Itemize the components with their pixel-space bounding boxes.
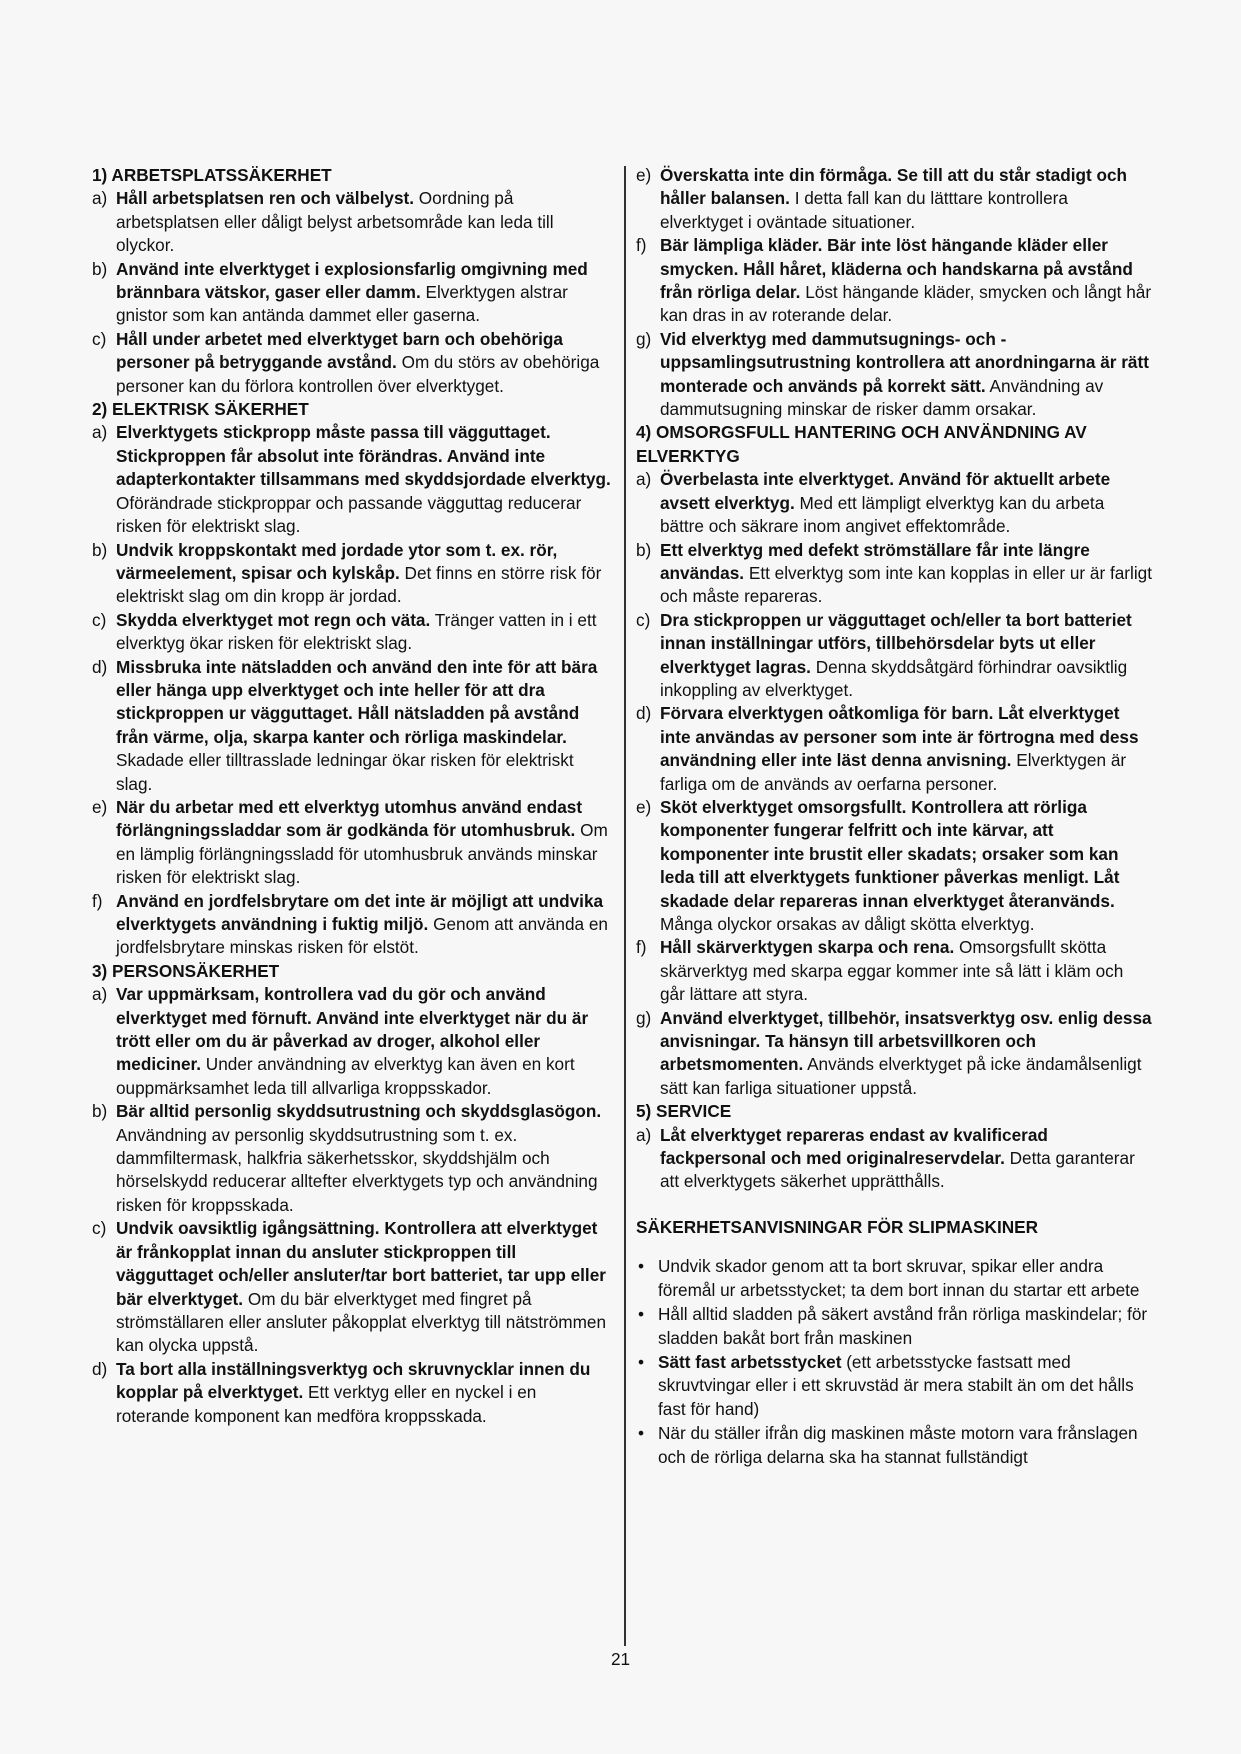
list-item: c) Håll under arbetet med elverktyget barn och obehöriga personer på betryggande avstånd. Om du störs av obehöriga personer kan du förlora kontrollen över elverktyget.	[92, 328, 600, 396]
list-item: a) Elverktygets stickpropp måste passa till vägguttaget. Stickproppen får absolut inte förändras. Använd inte adapterkontakter tillsammans med skyddsjordade elverktyg. Oförändrade stickproppar och passande vägguttag reducerar risken för elektriskt slag.	[92, 422, 611, 537]
list-item: e) När du arbetar med ett elverktyg utomhus använd endast förlängningssladdar som är godkända för utomhusbruk. Om en lämplig förlängningssladd för utomhusbruk används minskar risken för elektriskt slag.	[92, 796, 608, 888]
item-label: d)	[92, 1358, 108, 1379]
list-item: c) Skydda elverktyget mot regn och väta. Tränger vatten in i ett elverktyg ökar risken för elektriskt slag.	[92, 609, 597, 654]
item-label: a)	[92, 188, 108, 209]
section-heading-electrical-safety: 2) ELEKTRISK SÄKERHET	[92, 399, 309, 420]
item-label: g)	[636, 328, 652, 349]
bullet-dot-icon: •	[638, 1256, 645, 1277]
item-label: f)	[636, 235, 647, 256]
bullet-dot-icon: •	[638, 1423, 645, 1444]
item-label: a)	[636, 1124, 652, 1145]
list-item: a) Låt elverktyget repareras endast av kvalificerad fackpersonal och med originalreservdelar. Detta garanterar att elverktygets säkerhet upprätthålls.	[636, 1124, 1135, 1192]
column-divider	[624, 166, 626, 1646]
list-item: f) Håll skärverktygen skarpa och rena. Omsorgsfullt skötta skärverktyg med skarpa eggar kommer inte så lätt i kläm och går lättare att styra.	[636, 937, 1124, 1005]
left-column	[92, 164, 612, 1428]
list-item: d) Missbruka inte nätsladden och använd den inte för att bära eller hänga upp elverktyget och inte heller för att dra stickproppen ur vägguttaget. Håll nätsladden på avstånd från värme, olja, skarpa kanter och rörliga maskindelar. Skadade eller tilltrasslade ledningar ökar risken för elektriskt slag.	[92, 656, 598, 794]
section-heading-personal-safety: 3) PERSONSÄKERHET	[92, 960, 280, 981]
list-item: e) Sköt elverktyget omsorgsfullt. Kontrollera att rörliga komponenter fungerar felfritt och inte kärvar, att komponenter inte brustit eller skadats; orsaker som kan leda till att elverktygets funktioner påverkas menligt. Låt skadade delar repareras innan elverktyget återanvänds. Många olyckor orsakas av dåligt skötta elverktyg.	[636, 796, 1120, 934]
item-label: f)	[92, 890, 103, 911]
item-label: d)	[636, 703, 652, 724]
bullet-item: • När du ställer ifrån dig maskinen måste motorn vara frånslagen och de rörliga delarna ska ha stannat fullständigt	[638, 1423, 1138, 1467]
section-heading-service: 5) SERVICE	[636, 1101, 732, 1122]
item-label: e)	[636, 796, 652, 817]
list-item: g) Vid elverktyg med dammutsugnings- och -uppsamlingsutrustning kontrollera att anordningarna är rätt monterade och används på korrekt sätt. Användning av dammutsugning minskar de risker damm orsakar.	[636, 328, 1149, 420]
item-label: b)	[92, 1101, 108, 1122]
list-item: c) Undvik oavsiktlig igångsättning. Kontrollera att elverktyget är frånkopplat innan du ansluter stickproppen till vägguttaget och/eller ansluter/tar bort batteriet, tar upp eller bär elverktyget. Om du bär elverktyget med fingret på strömställaren eller ansluter påkopplat elverktyg till nätströmmen kan olycka uppstå.	[92, 1218, 607, 1356]
list-item: b) Ett elverktyg med defekt strömställare får inte längre användas. Ett elverktyg som inte kan kopplas in eller ur är farligt och måste repareras.	[636, 539, 1152, 607]
list-item: a) Överbelasta inte elverktyget. Använd för aktuellt arbete avsett elverktyg. Med ett lämpligt elverktyg kan du arbeta bättre och säkrare inom angivet effektområde.	[636, 469, 1111, 537]
item-label: b)	[92, 258, 108, 279]
spacer	[636, 1194, 1152, 1216]
item-label: b)	[636, 539, 652, 560]
list-item: b) Använd inte elverktyget i explosionsfarlig omgivning med brännbara vätskor, gaser eller damm. Elverktygen alstrar gnistor som kan antända dammet eller gaserna.	[92, 258, 588, 326]
bullet-dot-icon: •	[638, 1351, 645, 1372]
item-label: c)	[92, 328, 107, 349]
list-item: d) Ta bort alla inställningsverktyg och skruvnycklar innen du kopplar på elverktyget. Ett verktyg eller en nyckel i en roterande komponent kan medföra kroppsskada.	[92, 1358, 591, 1426]
item-label: b)	[92, 539, 108, 560]
item-label: f)	[636, 937, 647, 958]
list-item: f) Använd en jordfelsbrytare om det inte är möjligt att undvika elverktygets användning i fuktig miljö. Genom att använda en jordfelsbrytare minskas risken för elstöt.	[92, 890, 608, 958]
bullet-dot-icon: •	[638, 1304, 645, 1325]
section-heading-tool-use-and-care: 4) OMSORGSFULL HANTERING OCH ANVÄNDNING AV ELVERKTYG	[636, 422, 1087, 466]
list-item: a) Var uppmärksam, kontrollera vad du gör och använd elverktyget med förnuft. Använd inte elverktyget när du är trött eller om du är påverkad av droger, alkohol eller mediciner. Under användning av elverktyg kan även en kort ouppmärksamhet leda till allvarliga kroppsskador.	[92, 984, 589, 1098]
bullet-item: • Undvik skador genom att ta bort skruvar, spikar eller andra föremål ur arbetsstycket; ta dem bort innan du startar ett arbete	[638, 1256, 1140, 1300]
section-heading-workplace-safety: 1) ARBETSPLATSSÄKERHET	[92, 165, 332, 185]
item-label: c)	[92, 609, 107, 630]
item-label: a)	[92, 422, 108, 443]
list-item: d) Förvara elverktygen oåtkomliga för barn. Låt elverktyget inte användas av personer som inte är förtrogna med dess användning eller inte läst denna anvisning. Elverktygen är farliga om de används av oerfarna personer.	[636, 703, 1139, 794]
list-item: e) Överskatta inte din förmåga. Se till att du står stadigt och håller balansen. I detta fall kan du lätttare kontrollera elverktyget i oväntade situationer.	[636, 165, 1128, 232]
list-item: c) Dra stickproppen ur vägguttaget och/eller ta bort batteriet innan inställningar utförs, tillbehörsdelar byts ut eller elverktyget lagras. Denna skyddsåtgärd förhindrar oavsiktlig inkoppling av elverktyget.	[636, 609, 1132, 700]
item-label: c)	[636, 609, 651, 630]
item-label: a)	[92, 984, 108, 1005]
section-heading-grinder-safety: SÄKERHETSANVISNINGAR FÖR SLIPMASKINER	[636, 1216, 1039, 1237]
spacer	[636, 1239, 1152, 1255]
item-label: e)	[636, 165, 652, 185]
list-item: f) Bär lämpliga kläder. Bär inte löst hängande kläder eller smycken. Håll håret, kläderna och handskarna på avstånd från rörliga delar. Löst hängande kläder, smycken och långt hår kan dras in av roterande delar.	[636, 235, 1152, 326]
item-label: c)	[92, 1218, 107, 1239]
item-label: e)	[92, 796, 108, 817]
item-label: d)	[92, 656, 108, 677]
page-number: 21	[610, 1649, 631, 1669]
list-item: g) Använd elverktyget, tillbehör, insatsverktyg osv. enlig dessa anvisningar. Ta hänsyn till arbetsvillkoren och arbetsmomenten. Används elverktyget på icke ändamålsenligt sätt kan farliga situationer uppstå.	[636, 1007, 1152, 1098]
right-column	[636, 164, 1152, 1470]
list-item: a) Håll arbetsplatsen ren och välbelyst. Oordning på arbetsplatsen eller dåligt belyst arbetsområde kan leda till olyckor.	[92, 188, 554, 256]
item-label: a)	[636, 469, 652, 490]
item-label: g)	[636, 1007, 652, 1028]
bullet-item: • Sätt fast arbetsstycket (ett arbetsstycke fastsatt med skruvtvingar eller i ett skruvstäd är mera stabilt än om det hålls fast för hand)	[638, 1351, 1134, 1419]
list-item: b) Bär alltid personlig skyddsutrustning och skyddsglasögon. Användning av personlig skyddsutrustning som t. ex. dammfiltermask, halkfria säkerhetsskor, skyddshjälm och hörselskydd reducerar alltefter elverktygets typ och användning risken för kroppsskada.	[92, 1101, 602, 1215]
list-item: b) Undvik kroppskontakt med jordade ytor som t. ex. rör, värmeelement, spisar och kylskåp. Det finns en större risk för elektriskt slag om din kropp är jordad.	[92, 539, 602, 607]
bullet-item: • Håll alltid sladden på säkert avstånd från rörliga maskindelar; för sladden bakåt bort från maskinen	[638, 1304, 1148, 1348]
